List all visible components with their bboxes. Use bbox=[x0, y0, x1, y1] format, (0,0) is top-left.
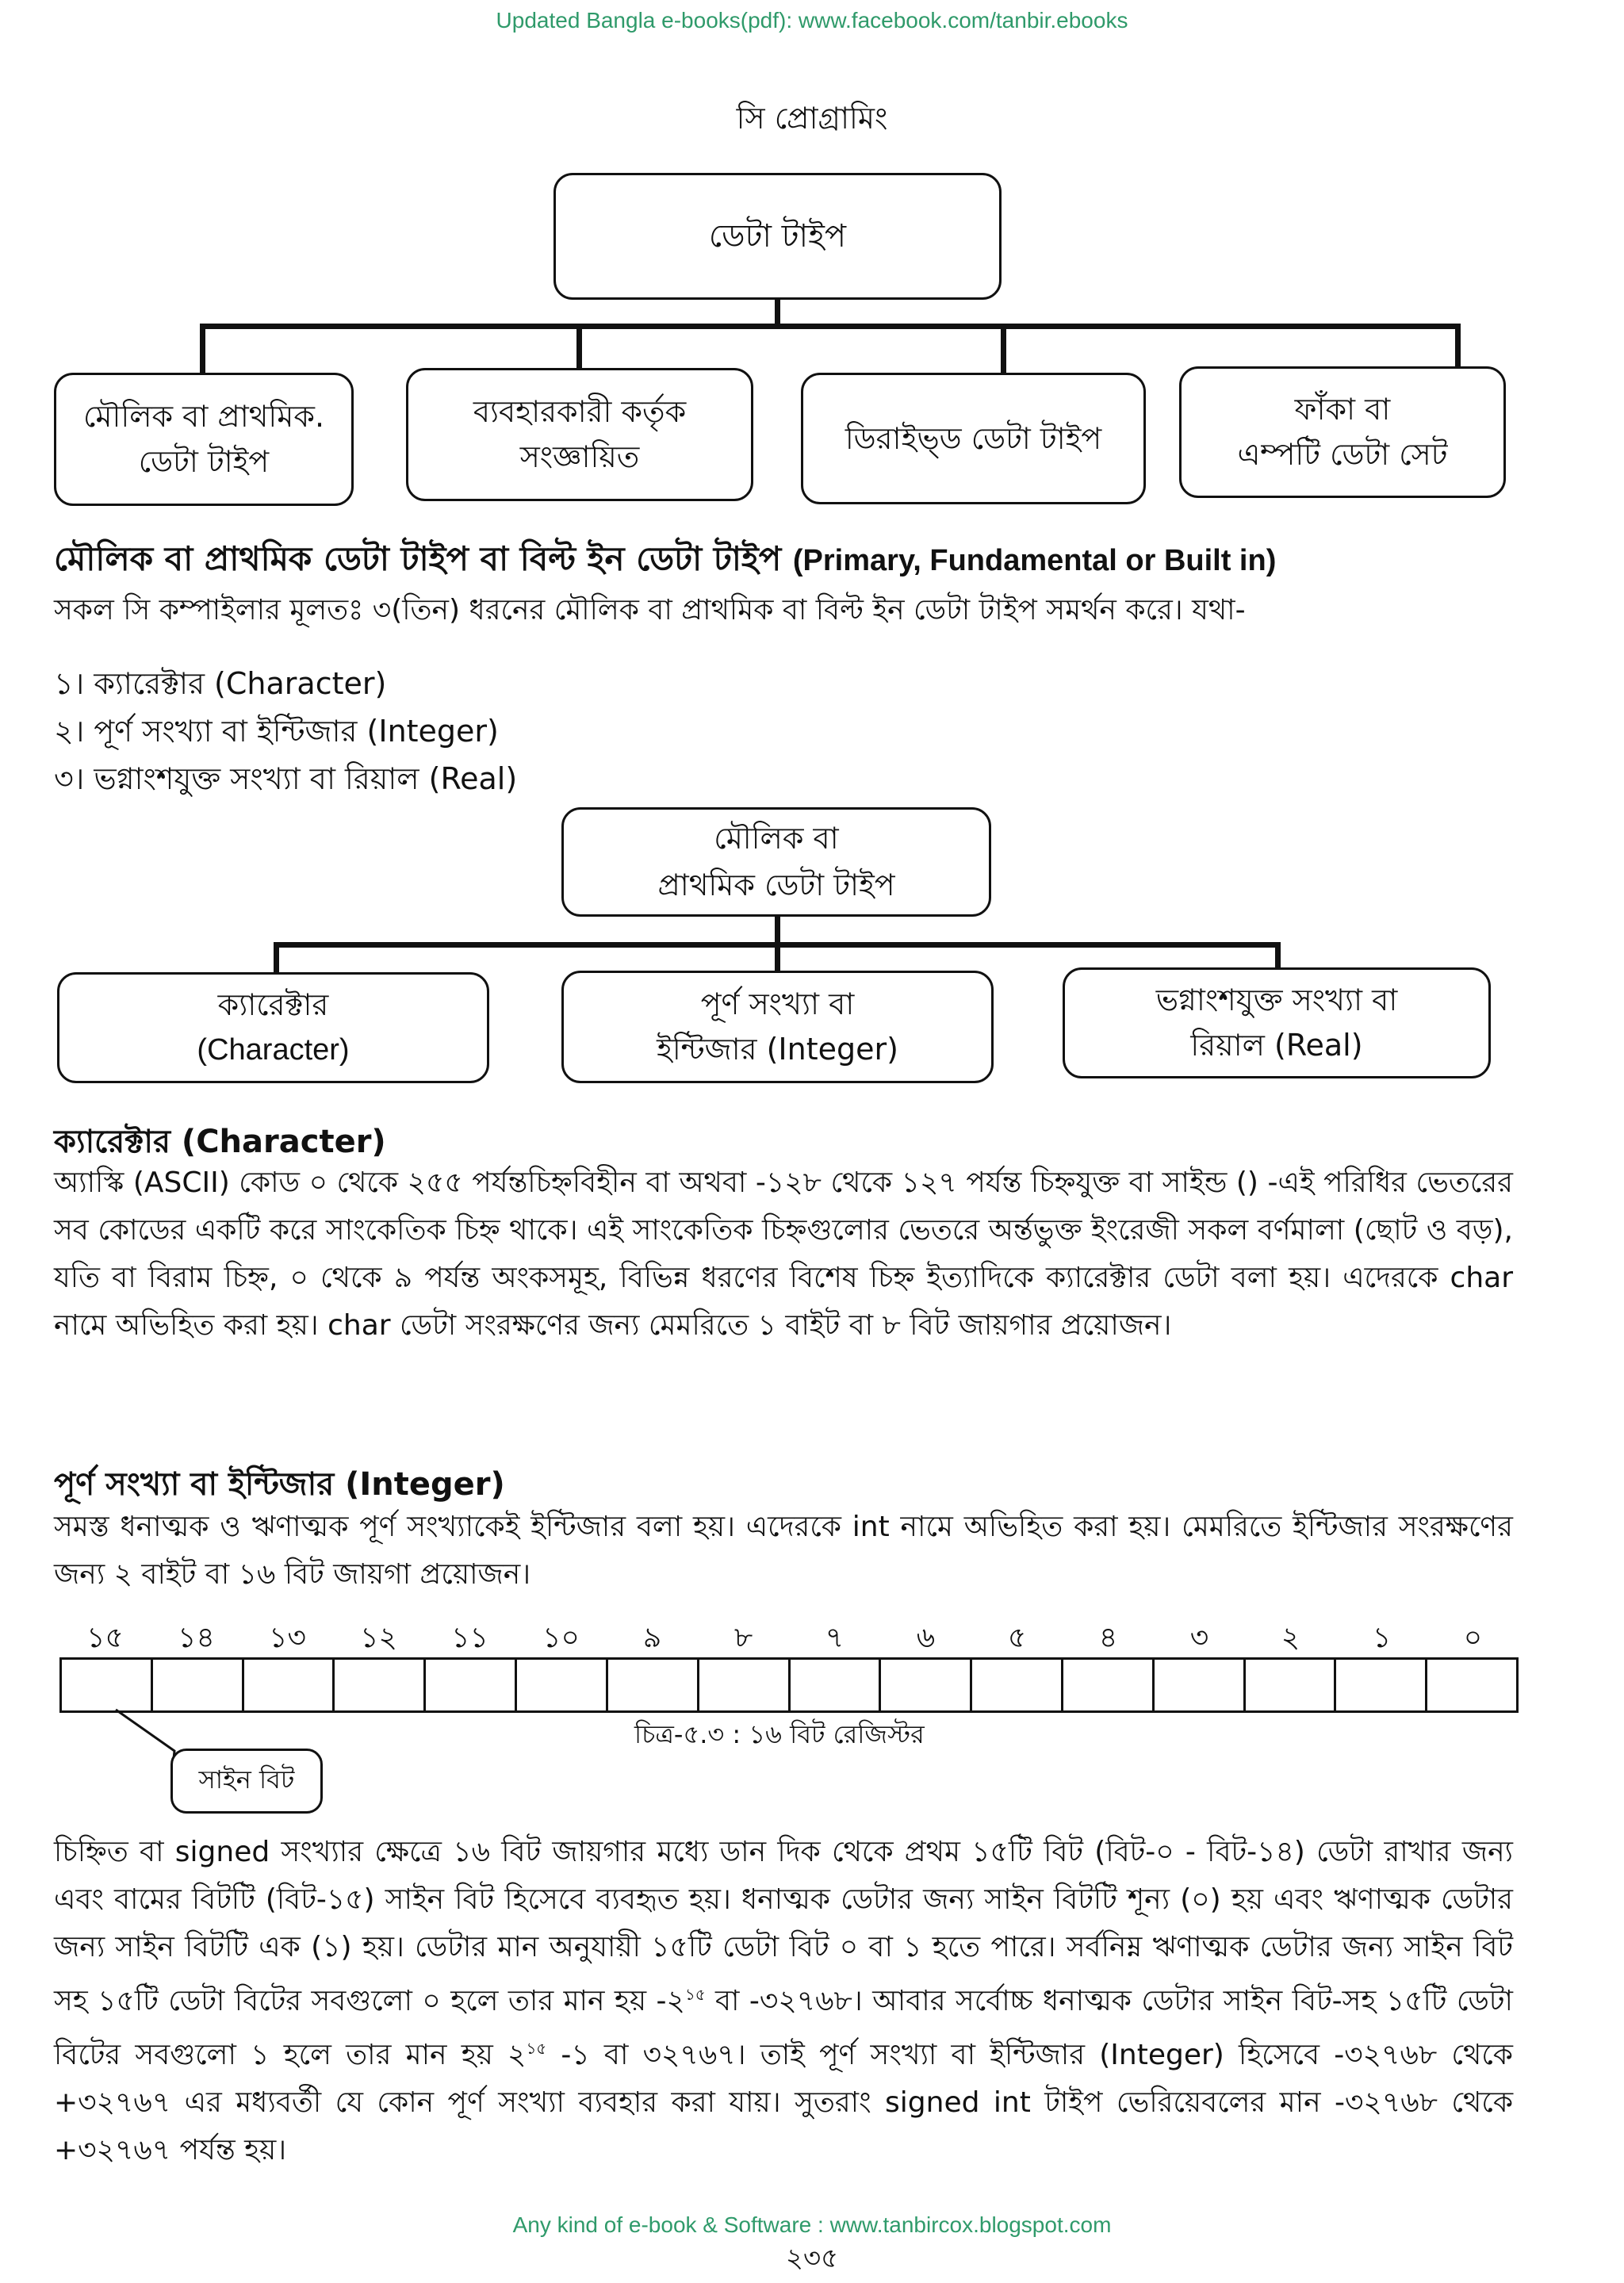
register-cell bbox=[1246, 1660, 1337, 1710]
section-heading-character: ক্যারেক্টার (Character) bbox=[54, 1124, 386, 1160]
connector bbox=[1275, 942, 1281, 969]
bit-number: ১০ bbox=[542, 1622, 580, 1654]
tree-root-line: মৌলিক বা bbox=[714, 821, 839, 856]
tree-child-line: ডেটা টাইপ bbox=[138, 444, 270, 479]
top-link[interactable]: Updated Bangla e-books(pdf): www.facebook.com/tanbir.ebooks bbox=[496, 8, 1128, 33]
bit-number: ১৫ bbox=[86, 1622, 124, 1654]
tree-child-line: পূর্ণ সংখ্যা বা bbox=[700, 986, 855, 1021]
signed-exponent: ১৫ bbox=[526, 2040, 547, 2058]
section-heading-integer: পূর্ণ সংখ্যা বা ইন্টিজার (Integer) bbox=[54, 1466, 505, 1503]
bit-number: ৩ bbox=[1189, 1622, 1209, 1654]
register-cells bbox=[59, 1657, 1519, 1713]
bit-number: ০ bbox=[1463, 1622, 1483, 1654]
section-intro: সকল সি কম্পাইলার মূলতঃ ৩(তিন) ধরনের মৌলিক বা প্রাথমিক বা বিল্ট ইন ডেটা টাইপ সমর্থন করে। যথা- bbox=[54, 594, 1246, 626]
tree-child-empty bbox=[1179, 366, 1506, 498]
register-cell bbox=[608, 1660, 699, 1710]
tree-child-derived bbox=[801, 373, 1146, 504]
bit-number: ১ bbox=[1372, 1622, 1392, 1654]
tree-root-box bbox=[561, 807, 991, 917]
tree-child-line: ক্যারেক্টার bbox=[217, 987, 329, 1022]
page-number: ২৩৫ bbox=[785, 2243, 839, 2274]
tree-child-line: ভগ্নাংশযুক্ত সংখ্যা বা bbox=[1155, 983, 1398, 1017]
tree-child-user-defined bbox=[406, 368, 753, 501]
register-cell bbox=[972, 1660, 1063, 1710]
signed-text: বা -৩২৭৬৮। আবার সর্বোচ্চ ধনাত্মক ডেটার সাইন বিট-সহ ১৫টি ডেটা বিটের সবগুলো ১ হলে তার মান হয় ২ bbox=[54, 1985, 1513, 2071]
register-cell bbox=[699, 1660, 791, 1710]
tree-root-line: প্রাথমিক ডেটা টাইপ bbox=[657, 868, 895, 902]
register-cell bbox=[244, 1660, 335, 1710]
tree-child-line: মৌলিক বা প্রাথমিক. bbox=[82, 399, 325, 434]
register-cell bbox=[62, 1660, 153, 1710]
tree-root-box bbox=[553, 173, 1002, 300]
tree-child-real bbox=[1063, 967, 1491, 1078]
register-cell bbox=[153, 1660, 244, 1710]
bit-number: ৭ bbox=[825, 1622, 845, 1654]
tree-child-primary bbox=[54, 373, 354, 506]
bit-number: ১১ bbox=[451, 1622, 488, 1654]
connector bbox=[200, 324, 1461, 329]
register-cell bbox=[1155, 1660, 1246, 1710]
bit-number: ১২ bbox=[360, 1622, 397, 1654]
tree-root-label: ডেটা টাইপ bbox=[708, 218, 847, 255]
bit-number-row bbox=[59, 1616, 1519, 1664]
bit-number: ৫ bbox=[1007, 1622, 1027, 1654]
tree-child-line: ডিরাইভ্ড ডেটা টাইপ bbox=[845, 420, 1102, 456]
bit-number: ১৪ bbox=[178, 1622, 215, 1654]
bit-number: ১৩ bbox=[269, 1622, 306, 1654]
register-cell bbox=[1427, 1660, 1516, 1710]
signed-paragraph bbox=[54, 1829, 1513, 2174]
signed-text: চিহ্নিত বা signed সংখ্যার ক্ষেত্রে ১৬ বিট জায়গার মধ্যে ডান দিক থেকে প্রথম ১৫টি বিট (বিট-০ - বিট-১৪) ডেটা রাখার জন্য এবং বামের বিটটি (বিট-১৫) সাইন বিট হিসেবে ব্যবহৃত হয়। ধনাত্মক ডেটার জন্য সাইন বিটটি শূন্য (০) হয় এবং ঋণাত্মক ডেটার জন্য সাইন বিটটি এক (১) হয়। ডেটার মান অনুযায়ী ১৫টি ডেটা বিট ০ বা ১ হতে পারে। সর্বনিম্ন ঋণাত্মক ডেটার জন্য সাইন বিট সহ ১৫টি ডেটা বিটের সবগুলো ০ হলে তার মান হয় -২ bbox=[54, 1836, 1513, 2017]
list-item: ২। পূর্ণ সংখ্যা বা ইন্টিজার (Integer) bbox=[54, 714, 499, 749]
bit-number: ২ bbox=[1281, 1622, 1300, 1654]
running-title: সি প্রোগ্রামিং bbox=[736, 101, 888, 136]
sign-bit-callout: সাইন বিট bbox=[170, 1749, 323, 1814]
connector bbox=[775, 942, 780, 972]
integer-paragraph: সমস্ত ধনাত্মক ও ঋণাত্মক পূর্ণ সংখ্যাকেই ইন্টিজার বলা হয়। এদেরকে int নামে অভিহিত করা হয়। মেমরিতে ইন্টিজার সংরক্ষণের জন্য ২ বাইট বা ১৬ বিট জায়গা প্রয়োজন। bbox=[54, 1511, 1513, 1591]
connector bbox=[1455, 324, 1461, 367]
tree-child-line: ইন্টিজার (Integer) bbox=[657, 1032, 898, 1067]
tree-child-line: ব্যবহারকারী কর্তৃক bbox=[473, 394, 687, 429]
connector bbox=[200, 324, 205, 373]
list-item: ৩। ভগ্নাংশযুক্ত সংখ্যা বা রিয়াল (Real) bbox=[54, 761, 518, 796]
register-cell bbox=[517, 1660, 608, 1710]
tree-child-integer bbox=[561, 971, 994, 1083]
signed-exponent: ১৫ bbox=[684, 1986, 706, 2004]
tree-child-line: সংজ্ঞায়িত bbox=[519, 439, 640, 474]
heading-en: (Primary, Fundamental or Built in) bbox=[792, 544, 1277, 577]
type-list bbox=[54, 660, 517, 802]
bit-number: ৮ bbox=[733, 1622, 753, 1654]
register-cell bbox=[1063, 1660, 1155, 1710]
register-cell bbox=[881, 1660, 972, 1710]
tree-child-line: (Character) bbox=[197, 1033, 350, 1067]
bit-number: ৯ bbox=[642, 1622, 662, 1654]
heading-bn: মৌলিক বা প্রাথমিক ডেটা টাইপ বা বিল্ট ইন ডেটা টাইপ bbox=[54, 539, 782, 578]
tree-child-line: রিয়াল (Real) bbox=[1190, 1028, 1363, 1063]
signed-text: -১ বা ৩২৭৬৭। তাই পূর্ণ সংখ্যা বা ইন্টিজার (Integer) হিসেবে -৩২৭৬৮ থেকে +৩২৭৬৭ এর মধ্যবর্তী যে কোন পূর্ণ সংখ্যা ব্যবহার করা যায়। সুতরাং signed int টাইপ ভেরিয়েবলের মান -৩২৭৬৮ থেকে +৩২৭৬৭ পর্যন্ত হয়। bbox=[54, 2039, 1513, 2166]
register-cell bbox=[335, 1660, 426, 1710]
bottom-link[interactable]: Any kind of e-book & Software : www.tanbircox.blogspot.com bbox=[512, 2212, 1112, 2237]
connector bbox=[1001, 324, 1006, 373]
register-cell bbox=[426, 1660, 517, 1710]
bit-number: ৪ bbox=[1098, 1622, 1118, 1654]
list-item: ১। ক্যারেক্টার (Character) bbox=[54, 666, 387, 701]
bit-number: ৬ bbox=[916, 1622, 936, 1654]
connector bbox=[274, 942, 279, 974]
register-cell bbox=[1336, 1660, 1427, 1710]
character-paragraph: অ্যাস্কি (ASCII) কোড ০ থেকে ২৫৫ পর্যন্তচিহ্নবিহীন বা অথবা -১২৮ থেকে ১২৭ পর্যন্ত চিহ্নযুক্ত বা সাইন্ড () -এই পরিধির ভেতরের সব কোডের একটি করে সাংকেতিক চিহ্ন থাকে। এই সাংকেতিক চিহ্নগুলোর ভেতরে অর্ন্তভুক্ত ইংরেজী সকল বর্ণমালা (ছোট ও বড়), যতি বা বিরাম চিহ্ন, ০ থেকে ৯ পর্যন্ত অংকসমূহ, বিভিন্ন ধরণের বিশেষ চিহ্ন ইত্যাদিকে ক্যারেক্টার ডেটা বলা হয়। এদেরকে char নামে অভিহিত করা হয়। char ডেটা সংরক্ষণের জন্য মেমরিতে ১ বাইট বা ৮ বিট জায়গার প্রয়োজন। bbox=[54, 1166, 1513, 1342]
tree-child-character bbox=[57, 972, 489, 1083]
tree-child-line: ফাঁকা বা bbox=[1294, 392, 1391, 427]
tree-child-line: এম্পটি ডেটা সেট bbox=[1237, 437, 1448, 472]
figure-caption: চিত্র-৫.৩ : ১৬ বিট রেজিস্টর bbox=[634, 1719, 925, 1749]
register-cell bbox=[791, 1660, 882, 1710]
connector bbox=[576, 324, 582, 369]
section-heading-primary bbox=[54, 533, 1276, 589]
